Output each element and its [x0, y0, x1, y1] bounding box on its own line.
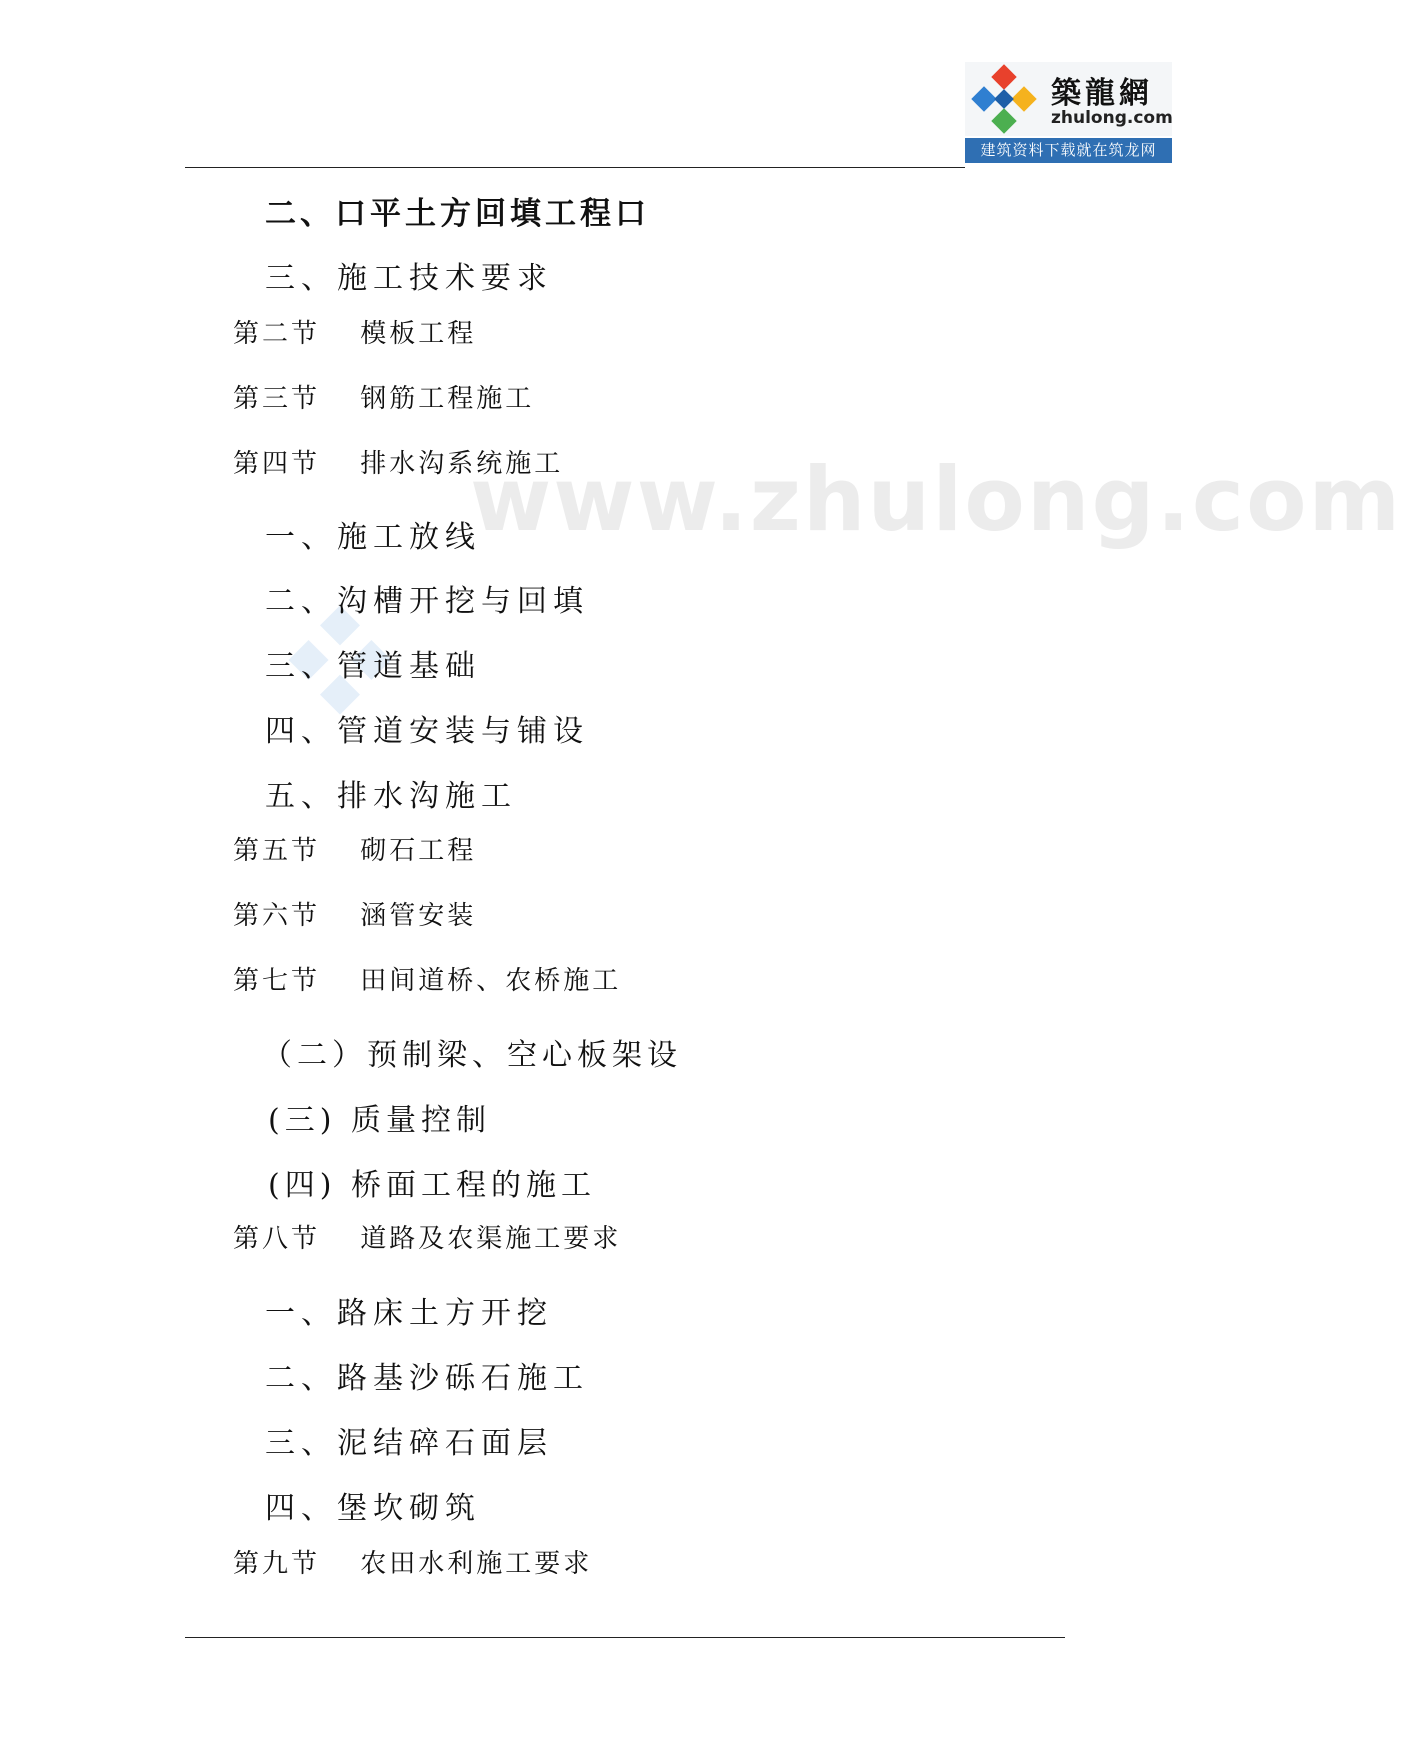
section-line: 第四节 排水沟系统施工 — [233, 449, 564, 479]
section-line: 第六节 涵管安装 — [233, 901, 477, 931]
section-line: 第九节 农田水利施工要求 — [233, 1549, 593, 1579]
heading-line: 二、口平土方回填工程口 — [265, 196, 650, 232]
heading-line: 三、施工技术要求 — [265, 261, 553, 296]
section-line: 第八节 道路及农渠施工要求 — [233, 1224, 622, 1254]
logo-domain: zhulong.com — [1051, 108, 1173, 128]
subsection-line: 三、管道基础 — [265, 649, 481, 684]
logo-chinese-name: 築龍網 — [1051, 76, 1153, 111]
logo-diamond-icon — [969, 64, 1039, 134]
subsection-line: 五、排水沟施工 — [265, 779, 517, 814]
subsection-line: 二、沟槽开挖与回填 — [265, 584, 589, 619]
subsection-line: （二）预制梁、空心板架设 — [262, 1038, 682, 1073]
subsection-line: 三、泥结碎石面层 — [265, 1426, 553, 1461]
logo-top-panel — [965, 62, 1172, 136]
subsection-line: 二、路基沙砾石施工 — [265, 1361, 589, 1396]
subsection-line: (三) 质量控制 — [268, 1103, 491, 1138]
subsection-line: (四) 桥面工程的施工 — [268, 1168, 596, 1203]
footer-rule — [185, 1637, 1065, 1638]
zhulong-logo — [965, 62, 1172, 163]
subsection-line: 一、施工放线 — [265, 520, 481, 555]
section-line: 第二节 模板工程 — [233, 319, 477, 349]
section-line: 第五节 砌石工程 — [233, 836, 477, 866]
section-line: 第七节 田间道桥、农桥施工 — [233, 966, 622, 996]
header-rule — [185, 167, 965, 168]
watermark-text: www.zhulong.com — [470, 448, 1402, 551]
subsection-line: 四、堡坎砌筑 — [265, 1491, 481, 1526]
section-line: 第三节 钢筋工程施工 — [233, 384, 535, 414]
subsection-line: 一、路床土方开挖 — [265, 1296, 553, 1331]
subsection-line: 四、管道安装与铺设 — [265, 714, 589, 749]
logo-slogan: 建筑资料下载就在筑龙网 — [965, 138, 1172, 163]
